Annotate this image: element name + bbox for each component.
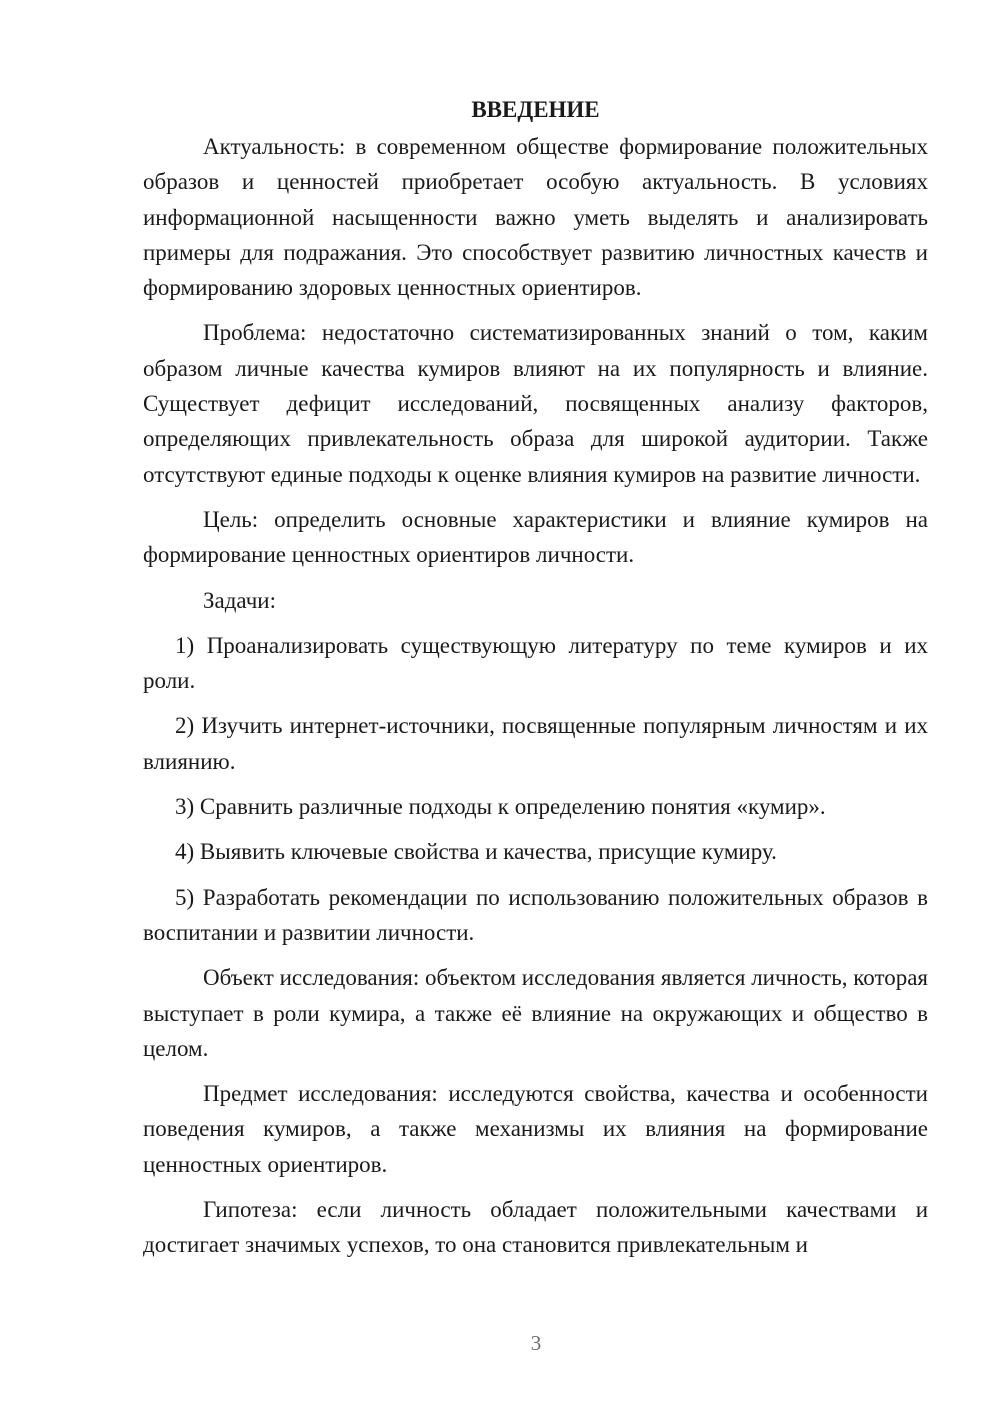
hypothesis-paragraph: Гипотеза: если личность обладает положительными качествами и достигает значимых успехов, то она становится привлекательным и (143, 1197, 928, 1258)
page-content (143, 92, 928, 1273)
section-heading: ВВЕДЕНИЕ (471, 97, 600, 122)
task-item-5: 5) Разработать рекомендации по использованию положительных образов в воспитании и развитии личности. (143, 884, 928, 945)
object-paragraph: Объект исследования: объектом исследования является личность, которая выступает в роли кумира, а также её влияние на окружающих и общество в целом. (143, 965, 928, 1061)
task-item-1: 1) Проанализировать существующую литературу по теме кумиров и их роли. (143, 632, 928, 694)
relevance-paragraph: Актуальность: в современном обществе формирование положительных образов и ценностей приобретает особую актуальность. В условиях информационной насыщенности важно уметь выделять и анализировать примеры для подражания. Это способствует развитию личностных качеств и формированию здоровых ценностных ориентиров. (143, 134, 928, 301)
tasks-label: Задачи: (203, 587, 276, 613)
page-number: 3 (530, 1331, 542, 1355)
task-item-3: 3) Сравнить различные подходы к определению понятия «кумир». (175, 794, 826, 820)
goal-paragraph: Цель: определить основные характеристики и влияние кумиров на формирование ценностных ориентиров личности. (143, 506, 928, 568)
task-item-4: 4) Выявить ключевые свойства и качества, присущие кумиру. (175, 839, 777, 865)
problem-paragraph: Проблема: недостаточно систематизированных знаний о том, каким образом личные качества кумиров влияют на их популярность и влияние. Существует дефицит исследований, посвященных анализу факторов, определяющих привлекательность образа для широкой аудитории. Также отсутствуют единые подходы к оценке влияния кумиров на развитие личности. (143, 320, 928, 487)
task-item-2: 2) Изучить интернет-источники, посвященные популярным личностям и их влиянию. (143, 713, 928, 774)
subject-paragraph: Предмет исследования: исследуются свойства, качества и особенности поведения кумиров, а также механизмы их влияния на формирование ценностных ориентиров. (143, 1081, 928, 1177)
